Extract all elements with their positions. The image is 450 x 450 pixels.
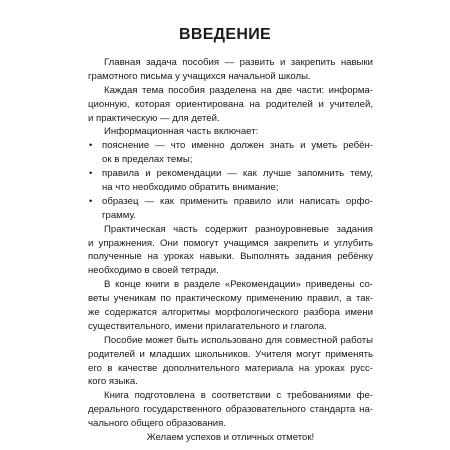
line-text: Информационная часть включает: [104, 126, 259, 138]
line-text: Книга подготовлена в соответствии с требованиями фе- [104, 390, 373, 402]
text-line [88, 264, 373, 278]
bullet-icon: • [89, 168, 93, 180]
line-text: существительного, имени прилагательного и глагола. [88, 320, 327, 332]
bullet-list-item [88, 139, 373, 153]
text-line [88, 98, 373, 112]
text-line [88, 250, 373, 264]
text-line [88, 306, 373, 320]
text-line [88, 278, 373, 292]
text-line [88, 181, 373, 195]
text-line [88, 348, 373, 362]
line-text: родителей и младших школьников. Учителя могут применять [88, 348, 373, 360]
text-line [88, 70, 373, 84]
text-line [88, 320, 373, 334]
line-text: чального общего образования. [88, 418, 226, 430]
line-text: грамотного письма у учащихся начальной школы. [88, 70, 311, 82]
line-text: необходимо в своей тетради. [88, 265, 219, 277]
line-text: Желаем успехов и отличных отметок! [146, 432, 315, 444]
text-line [88, 209, 373, 223]
line-text: же содержатся алгоритмы морфологического разбора имени [88, 307, 373, 319]
line-text: ок в пределах темы; [102, 154, 193, 166]
line-text: кого языка. [88, 376, 138, 388]
line-text: на что необходимо обратить внимание; [102, 182, 279, 194]
text-line [88, 362, 373, 376]
line-text: Пособие может быть использовано для совместной работы [104, 334, 373, 346]
body-text [88, 56, 373, 445]
text-line [88, 223, 373, 237]
text-line [88, 112, 373, 126]
bullet-icon: • [89, 140, 93, 152]
closing-line [88, 431, 373, 445]
text-line [88, 417, 373, 431]
line-text: веты ученикам по практическому применению правил, а так- [88, 293, 373, 305]
line-text: грамму. [102, 209, 136, 221]
text-line [88, 237, 373, 251]
text-line [88, 403, 373, 417]
text-line [88, 292, 373, 306]
line-text: В конце книги в разделе «Рекомендации» приведены со- [104, 279, 373, 291]
line-text: Каждая тема пособия разделена на две части: информа- [104, 84, 373, 96]
line-text: пояснение — что именно должен знать и уметь ребён- [102, 140, 373, 152]
line-text: и упражнения. Они помогут учащимся закрепить и углубить [88, 237, 373, 249]
text-line [88, 125, 373, 139]
bullet-icon: • [89, 195, 93, 207]
line-text: правила и рекомендации — как лучше запомнить тему, [102, 168, 373, 180]
line-text: Практическая часть содержит разноуровневые задания [104, 223, 373, 235]
line-text: образец — как применить правило или написать орфо- [102, 195, 373, 207]
line-text: дерального государственного образовательного стандарта на- [88, 404, 373, 416]
text-line [88, 153, 373, 167]
line-text: ционную, которая ориентирована на родителей и учителей, [88, 98, 373, 110]
text-line [88, 375, 373, 389]
page-title: ВВЕДЕНИЕ [179, 26, 271, 43]
text-line [88, 84, 373, 98]
line-text: Главная задача пособия — развить и закрепить навыки [104, 57, 373, 68]
text-line [88, 334, 373, 348]
line-text: полученные на уроках навыки. Выполнять задания ребёнку [88, 251, 373, 263]
text-line [88, 56, 373, 70]
bullet-list-item [88, 167, 373, 181]
line-text: и практическую — для детей. [88, 112, 220, 124]
line-text: его в качестве дополнительного материала на уроках русс- [88, 362, 373, 374]
text-line [88, 389, 373, 403]
bullet-list-item [88, 195, 373, 209]
